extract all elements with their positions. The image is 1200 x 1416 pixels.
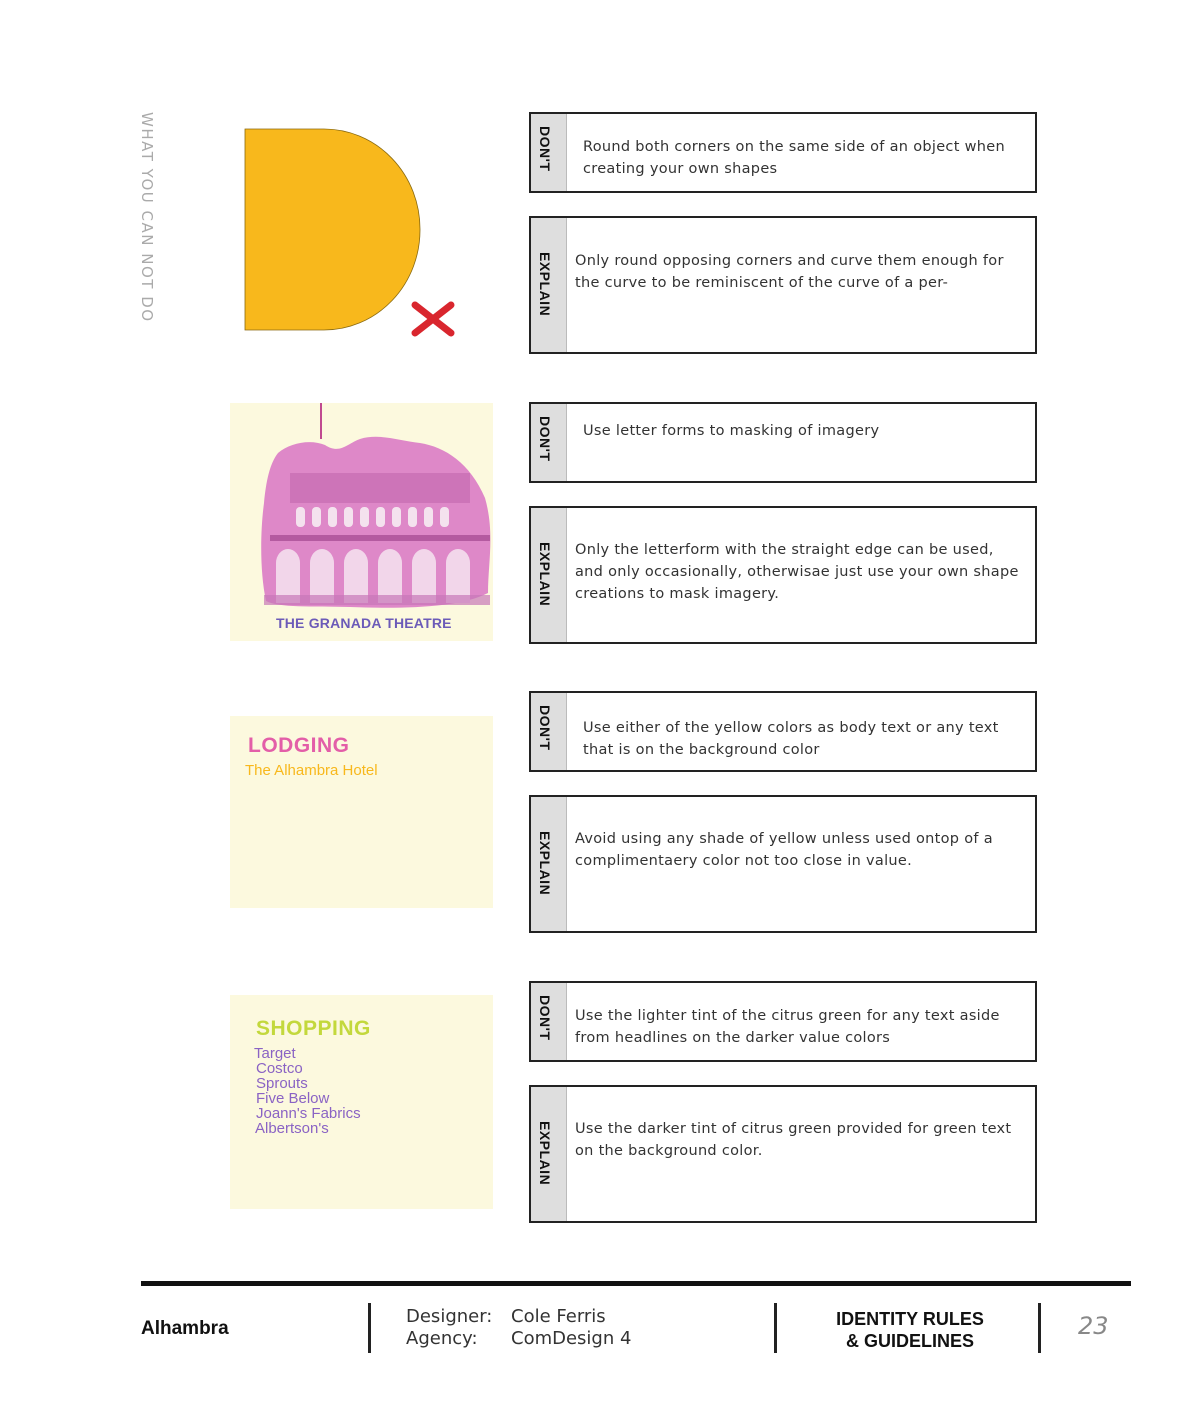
explain-box — [529, 216, 1037, 354]
dont-box — [529, 112, 1037, 193]
dont-text: Use letter forms to masking of imagery — [583, 423, 880, 439]
section-side-label: WHAT YOU CAN NOT DO — [138, 112, 156, 323]
explain-text: Only the letterform with the straight edge can be used, and only occasionally, otherwisae just use your own shape creations to mask imagery. — [575, 542, 1019, 602]
designer-value: Cole Ferris — [511, 1306, 606, 1327]
list-item: Joann's Fabrics — [256, 1105, 361, 1122]
red-x-icon — [415, 305, 451, 333]
footer-divider — [368, 1303, 371, 1353]
masked-building-image — [230, 403, 493, 641]
dont-text: Use the lighter tint of the citrus green for any text aside from headlines on the darker value colors — [575, 1008, 1000, 1046]
shopping-list — [254, 1046, 361, 1136]
explain-box — [529, 795, 1037, 933]
dont-box — [529, 402, 1037, 483]
shopping-heading: SHOPPING — [256, 1017, 371, 1040]
footer-brand: Alhambra — [141, 1318, 229, 1339]
granada-caption: THE GRANADA THEATRE — [276, 615, 452, 631]
granada-theatre-card — [230, 403, 493, 641]
lodging-subheading: The Alhambra Hotel — [245, 762, 378, 779]
page-number: 23 — [1078, 1312, 1109, 1340]
footer-rule — [141, 1281, 1131, 1286]
list-item: Albertson's — [255, 1120, 329, 1137]
explain-tag: EXPLAIN — [531, 508, 567, 642]
explain-tag: EXPLAIN — [531, 218, 567, 352]
footer-credits — [406, 1306, 631, 1350]
dont-text: Round both corners on the same side of an object when creating your own shapes — [583, 139, 1005, 177]
explain-box — [529, 506, 1037, 644]
footer-divider — [774, 1303, 777, 1353]
explain-tag: EXPLAIN — [531, 797, 567, 931]
lodging-heading: LODGING — [248, 734, 350, 757]
d-shape-example — [244, 128, 464, 340]
title-line-1: IDENTITY RULES — [836, 1309, 984, 1329]
list-item: Sprouts — [256, 1075, 308, 1092]
agency-label: Agency: — [406, 1328, 478, 1349]
list-item: Target — [254, 1045, 296, 1062]
agency-value: ComDesign 4 — [511, 1328, 632, 1349]
dont-text: Use either of the yellow colors as body text or any text that is on the background color — [583, 720, 999, 758]
d-letterform-shape — [245, 129, 420, 330]
designer-label: Designer: — [406, 1306, 493, 1327]
explain-text: Use the darker tint of citrus green provided for green text on the background color. — [575, 1121, 1012, 1159]
explain-text: Only round opposing corners and curve them enough for the curve to be reminiscent of the curve of a per- — [575, 253, 1004, 291]
dont-tag: DON'T — [531, 693, 567, 770]
dont-box — [529, 981, 1037, 1062]
lodging-card — [230, 716, 493, 908]
explain-tag: EXPLAIN — [531, 1087, 567, 1221]
explain-box — [529, 1085, 1037, 1223]
explain-text: Avoid using any shade of yellow unless used ontop of a complimentaery color not too close in value. — [575, 831, 993, 869]
dont-tag: DON'T — [531, 404, 567, 481]
list-item: Five Below — [256, 1090, 330, 1107]
list-item: Costco — [256, 1060, 303, 1077]
shopping-card — [230, 995, 493, 1209]
dont-tag: DON'T — [531, 983, 567, 1060]
title-line-2: & GUIDELINES — [845, 1331, 974, 1351]
dont-box — [529, 691, 1037, 772]
footer-document-title — [810, 1308, 1010, 1352]
footer-divider — [1038, 1303, 1041, 1353]
dont-tag: DON'T — [531, 114, 567, 191]
